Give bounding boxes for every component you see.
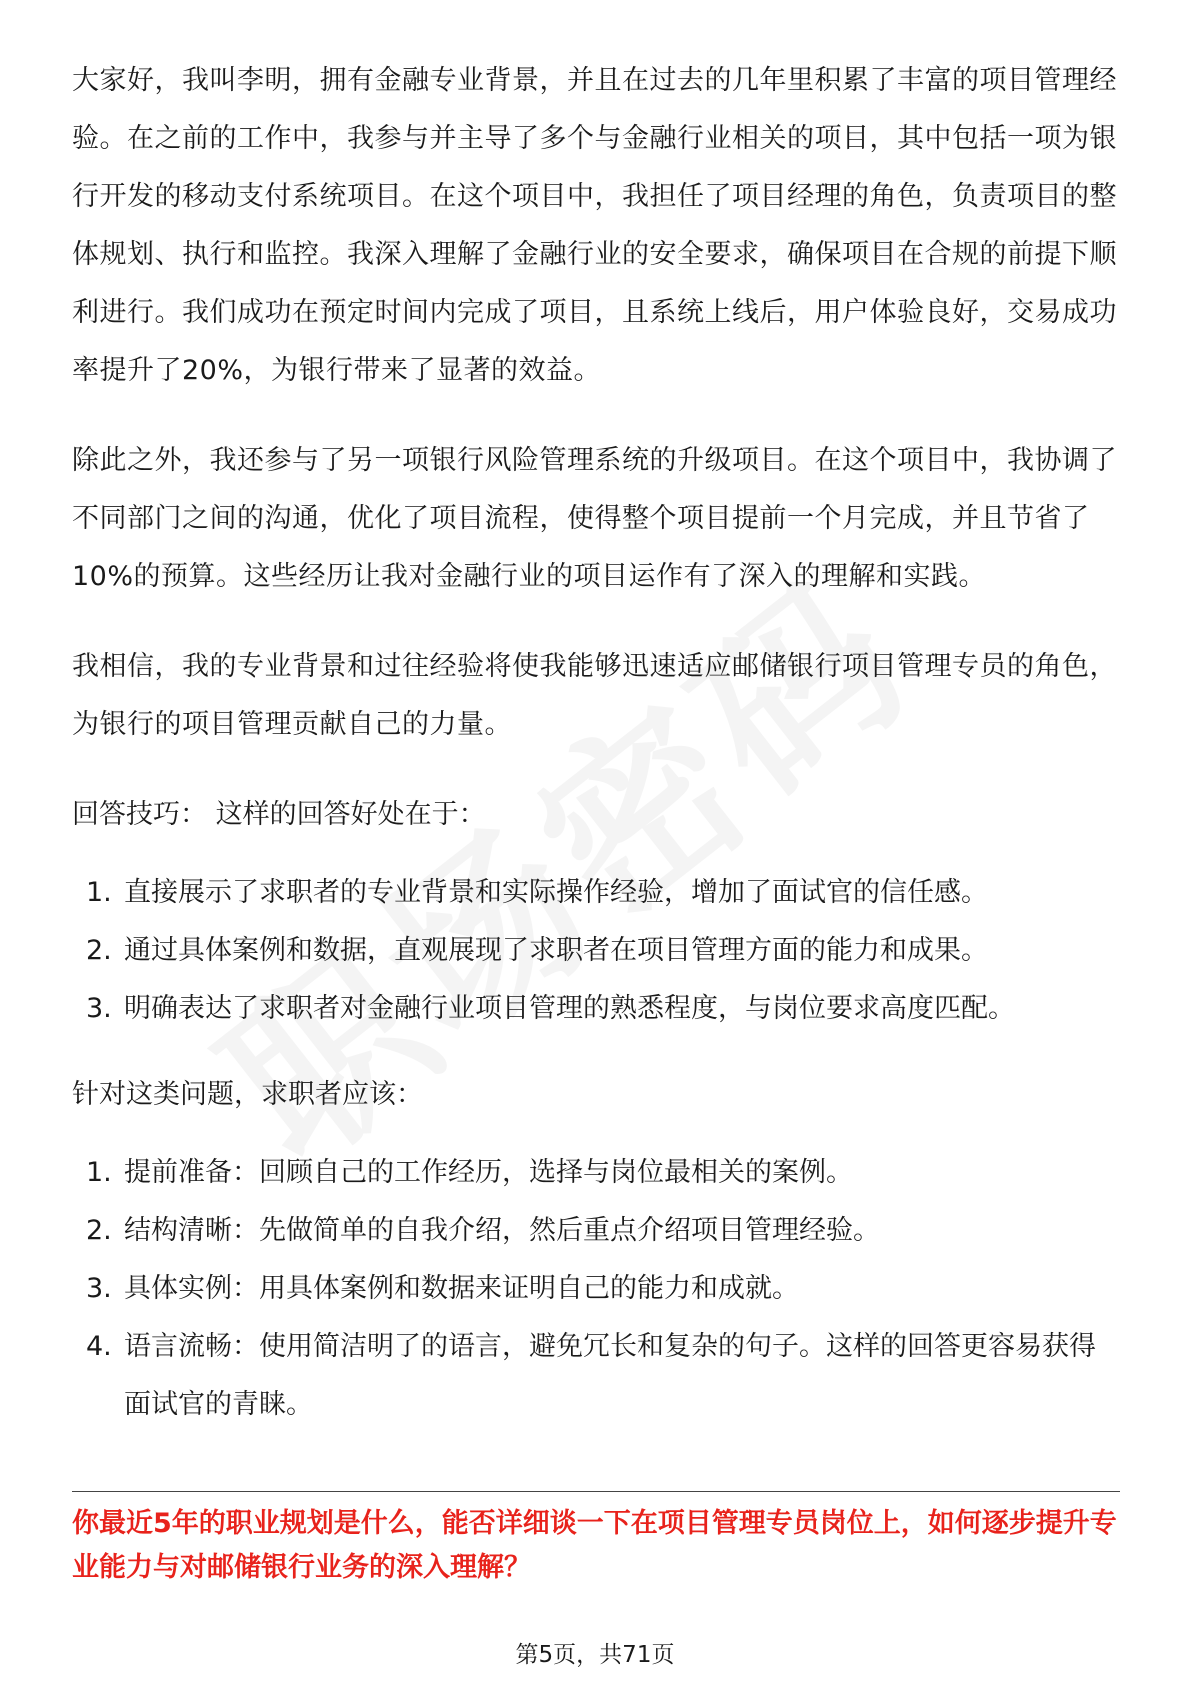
list-text: 提前准备：回顾自己的工作经历，选择与岗位最相关的案例。 (124, 1157, 853, 1188)
advice-heading: 针对这类问题，求职者应该： (72, 1079, 423, 1110)
tips-list (72, 864, 1122, 1038)
list-item (72, 1144, 1122, 1202)
advice-list (72, 1144, 1122, 1434)
list-number: 4. (86, 1331, 112, 1362)
main-content (72, 52, 1122, 1462)
list-item (72, 1260, 1122, 1318)
tips-heading: 回答技巧： 这样的回答好处在于： (72, 799, 486, 830)
page-number: 第5页，共71页 (515, 1642, 675, 1668)
paragraph-intro: 大家好，我叫李明，拥有金融专业背景，并且在过去的几年里积累了丰富的项目管理经验。在之前的工作中，我参与并主导了多个与金融行业相关的项目，其中包括一项为银行开发的移动支付系统项目。在这个项目中，我担任了项目经理的角色，负责项目的整体规划、执行和监控。我深入理解了金融行业的安全要求，确保项目在合规的前提下顺利进行。我们成功在预定时间内完成了项目，且系统上线后，用户体验良好，交易成功率提升了20%，为银行带来了显著的效益。 (72, 65, 1117, 386)
list-number: 1. (86, 877, 112, 908)
list-item (72, 980, 1122, 1038)
list-text: 结构清晰：先做简单的自我介绍，然后重点介绍项目管理经验。 (124, 1215, 880, 1246)
list-item (72, 864, 1122, 922)
list-item (72, 1202, 1122, 1260)
list-number: 2. (86, 1215, 112, 1246)
next-question-heading: 你最近5年的职业规划是什么，能否详细谈一下在项目管理专员岗位上，如何逐步提升专业能力与对邮储银行业务的深入理解？ (72, 1508, 1117, 1583)
list-number: 1. (86, 1157, 112, 1188)
list-text: 具体实例：用具体案例和数据来证明自己的能力和成就。 (124, 1273, 799, 1304)
list-number: 3. (86, 993, 112, 1024)
list-item (72, 1318, 1122, 1434)
list-number: 3. (86, 1273, 112, 1304)
divider (72, 1491, 1120, 1492)
list-number: 2. (86, 935, 112, 966)
list-text: 直接展示了求职者的专业背景和实际操作经验，增加了面试官的信任感。 (124, 877, 988, 908)
list-text: 语言流畅：使用简洁明了的语言，避免冗长和复杂的句子。这样的回答更容易获得面试官的青睐。 (124, 1331, 1096, 1420)
list-text: 明确表达了求职者对金融行业项目管理的熟悉程度，与岗位要求高度匹配。 (124, 993, 1015, 1024)
paragraph-conclusion: 我相信，我的专业背景和过往经验将使我能够迅速适应邮储银行项目管理专员的角色，为银行的项目管理贡献自己的力量。 (72, 651, 1117, 740)
list-item (72, 922, 1122, 980)
list-text: 通过具体案例和数据，直观展现了求职者在项目管理方面的能力和成果。 (124, 935, 988, 966)
paragraph-risk-project: 除此之外，我还参与了另一项银行风险管理系统的升级项目。在这个项目中，我协调了不同部门之间的沟通，优化了项目流程，使得整个项目提前一个月完成，并且节省了10%的预算。这些经历让我对金融行业的项目运作有了深入的理解和实践。 (72, 445, 1117, 592)
